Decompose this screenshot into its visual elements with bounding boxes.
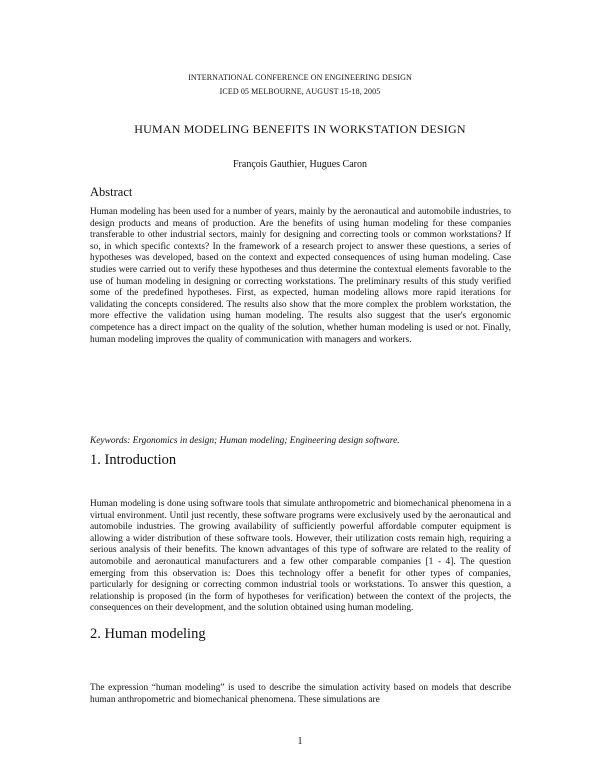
keywords: Keywords: Ergonomics in design; Human modeling; Engineering design software. <box>90 436 400 446</box>
paper-title: HUMAN MODELING BENEFITS IN WORKSTATION DESIGN <box>134 122 466 136</box>
section-heading-introduction: 1. Introduction <box>90 452 177 468</box>
human-modeling-text: The expression “human modeling” is used to describe the simulation activity based on models that describe human anthropometric and biomechanical phenomena. These simulations are <box>90 683 511 705</box>
paper-authors: François Gauthier, Hugues Caron <box>232 159 367 170</box>
page-number: 1 <box>297 736 303 747</box>
conference-name: INTERNATIONAL CONFERENCE ON ENGINEERING DESIGN <box>188 73 412 82</box>
abstract-text: Human modeling has been used for a number of years, mainly by the aeronautical and automobile industries, to design products and means of production. Are the benefits of using human modeling for these companies transferable to other industrial sectors, mainly for designing and correcting tools or common workstations? If so, in which specific contexts? In the framework of a research project to answer these questions, a series of hypotheses was developed, based on the context and expected consequences of using human modeling. Case studies were carried out to verify these hypotheses and thus determine the contextual elements favorable to the use of human modeling in designing or correcting workstations. The preliminary results of this study verified some of the predefined hypotheses. First, as expected, human modeling allows more rapid iterations for validating the concepts considered. The results also show that the more complex the problem workstation, the more effective the validation using human modeling. The results also suggest that the user's ergonomic competence has a direct impact on the quality of the solution, whether human modeling is used or not. Finally, human modeling improves the quality of communication with managers and workers. <box>90 207 511 345</box>
introduction-text: Human modeling is done using software tools that simulate anthropometric and biomechanical phenomena in a virtual environment. Until just recently, these software programs were exclusively used by the aeronautical and automobile industries. The growing availability of sufficiently powerful affordable computer equipment is allowing a wider distribution of these software tools. However, their utilization costs remain high, requiring a serious analysis of their benefits. The known advantages of this type of software are related to the reality of automobile and aeronautical manufacturers and a few other comparable companies [1 - 4]. The question emerging from this observation is: Does this technology offer a benefit for other types of companies, particularly for designing or correcting common industrial tools or workstations. To answer this question, a relationship is proposed (in the form of hypotheses for verification) between the context of the projects, the consequences on their development, and the solution obtained using human modeling. <box>90 499 511 614</box>
section-heading-human-modeling: 2. Human modeling <box>90 626 206 642</box>
abstract-heading: Abstract <box>90 185 133 199</box>
conference-location-date: ICED 05 MELBOURNE, AUGUST 15-18, 2005 <box>219 87 381 96</box>
